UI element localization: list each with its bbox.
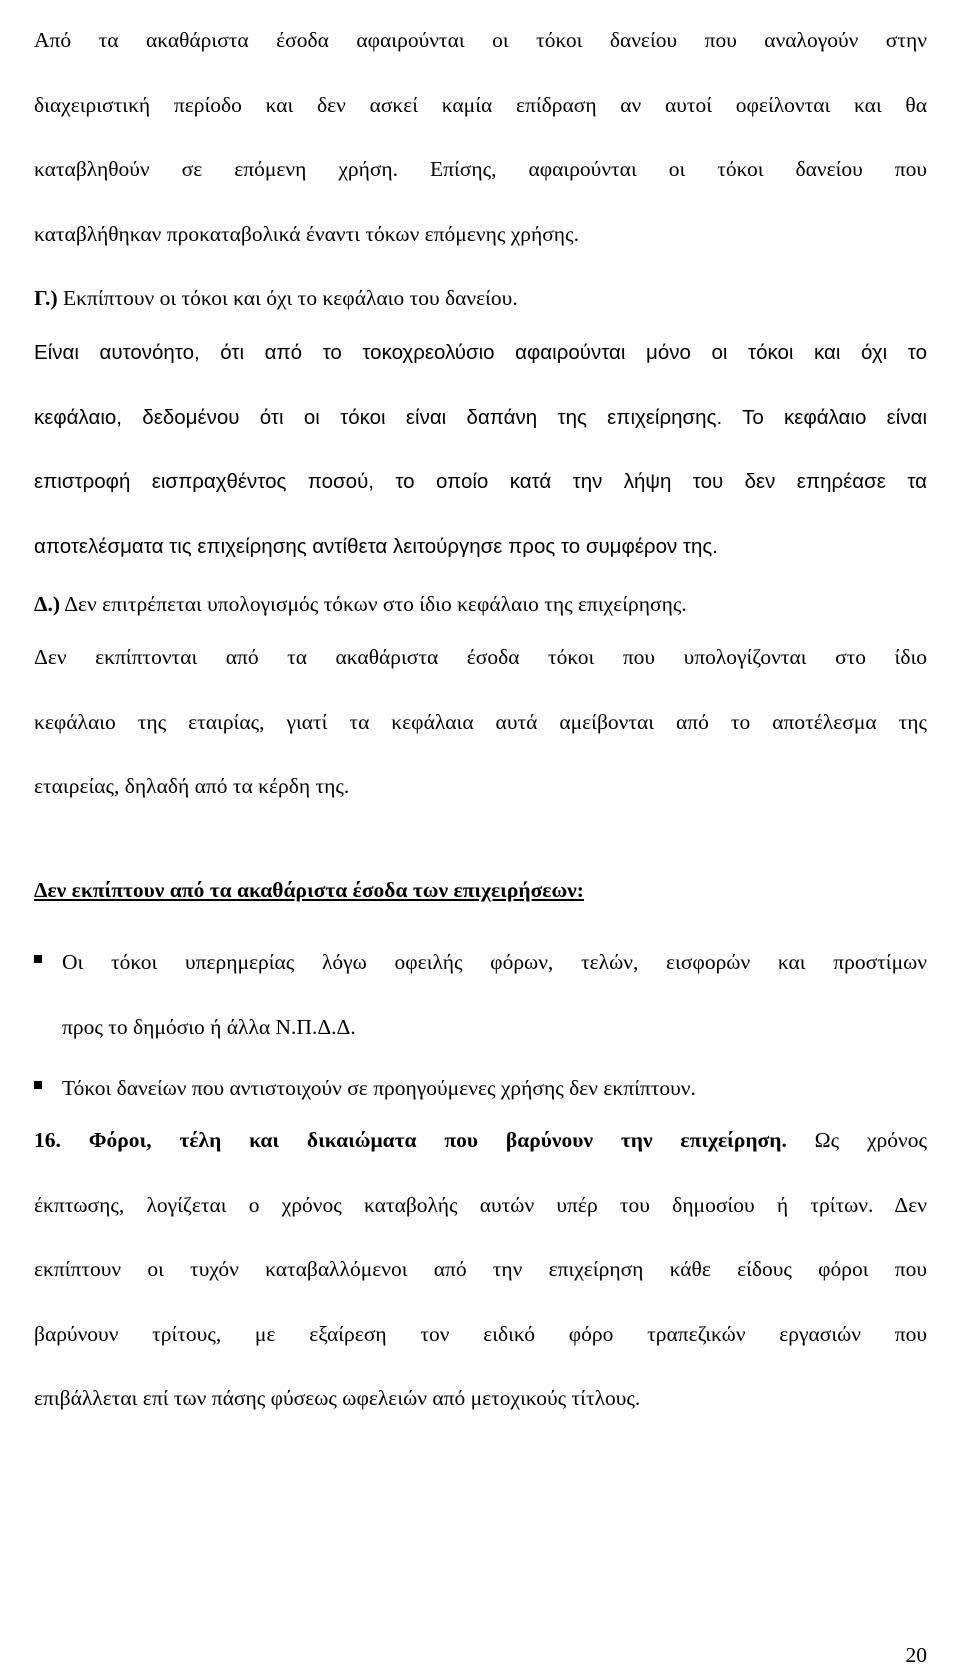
list-item: Οι τόκοι υπερημερίας λόγω οφειλής φόρων, τελών, εισφορών και προστίμων προς το δημόσιο ή άλλα Ν.Π.Δ.Δ. xyxy=(34,930,927,1059)
text-line: αποτελέσματα τις επιχείρησης αντίθετα λειτούργησε προς το συμφέρον της. xyxy=(34,534,719,558)
list-item: Τόκοι δανείων που αντιστοιχούν σε προηγούμενες χρήσης δεν εκπίπτουν. xyxy=(34,1056,927,1121)
section-16-title: Φόροι, τέλη και δικαιώματα που βαρύνουν την επιχείρηση. xyxy=(60,1128,787,1152)
text-line: κεφάλαιο της εταιρίας, γιατί τα κεφάλαια αυτά αμείβονται από το αποτέλεσμα της xyxy=(34,709,927,734)
text-line: βαρύνουν τρίτους, με εξαίρεση τον ειδικό φόρο τραπεζικών εργασιών που xyxy=(34,1321,927,1346)
text-line: επιβάλλεται επί των πάσης φύσεως ωφελειών από μετοχικούς τίτλους. xyxy=(34,1386,641,1410)
text-line: Δεν εκπίπτονται από τα ακαθάριστα έσοδα τόκοι που υπολογίζονται στο ίδιο xyxy=(34,645,927,669)
section-16 xyxy=(34,1108,927,1431)
text-line: επιστροφή εισπραχθέντος ποσού, το οποίο κατά την λήψη του δεν επηρέασε τα xyxy=(34,470,927,493)
section-d-body xyxy=(34,625,927,819)
section-g-label: Γ.) xyxy=(34,286,58,310)
paragraph-interest-deduction xyxy=(34,8,927,266)
section-16-lead: Ως χρόνος xyxy=(786,1128,927,1152)
document-page xyxy=(34,0,927,1678)
text-line: καταβλήθηκαν προκαταβολικά έναντι τόκων επόμενης χρήσης. xyxy=(34,221,579,246)
text-line: έκπτωσης, λογίζεται ο χρόνος καταβολής αυτών υπέρ του δημοσίου ή τρίτων. Δεν xyxy=(34,1192,927,1217)
page-number: 20 xyxy=(905,1643,927,1667)
text-line: Από τα ακαθάριστα έσοδα αφαιρούνται οι τόκοι δανείου που αναλογούν στην xyxy=(34,28,927,52)
text-line: Είναι αυτονόητο, ότι από το τοκοχρεολύσιο αφαιρούνται μόνο οι τόκοι και όχι το xyxy=(34,341,927,364)
section-g-title: Εκπίπτουν οι τόκοι και όχι το κεφάλαιο του δανείου. xyxy=(57,286,518,310)
text-line: κεφάλαιο, δεδομένου ότι οι τόκοι είναι δαπάνη της επιχείρησης. Το κεφάλαιο είναι xyxy=(34,405,927,429)
square-bullet-icon xyxy=(34,955,42,963)
section-d-label: Δ.) xyxy=(34,592,61,616)
non-deductible-heading: Δεν εκπίπτουν από τα ακαθάριστα έσοδα των επιχειρήσεων: xyxy=(34,878,584,902)
text-line: εκπίπτουν οι τυχόν καταβαλλόμενοι από την επιχείρηση κάθε είδους φόροι που xyxy=(34,1257,927,1281)
text-line: καταβληθούν σε επόμενη χρήση. Επίσης, αφαιρούνται οι τόκοι δανείου που xyxy=(34,157,927,181)
section-d-title: Δεν επιτρέπεται υπολογισμός τόκων στο ίδιο κεφάλαιο της επιχείρησης. xyxy=(60,592,687,616)
non-deductible-list xyxy=(34,930,927,1121)
section-16-number: 16. xyxy=(34,1128,61,1152)
text-line: διαχειριστική περίοδο και δεν ασκεί καμία επίδραση αν αυτοί οφείλονται και θα xyxy=(34,92,927,117)
text-line: εταιρείας, δηλαδή από τα κέρδη της. xyxy=(34,774,350,798)
section-g-body xyxy=(34,321,927,579)
square-bullet-icon xyxy=(34,1081,42,1089)
